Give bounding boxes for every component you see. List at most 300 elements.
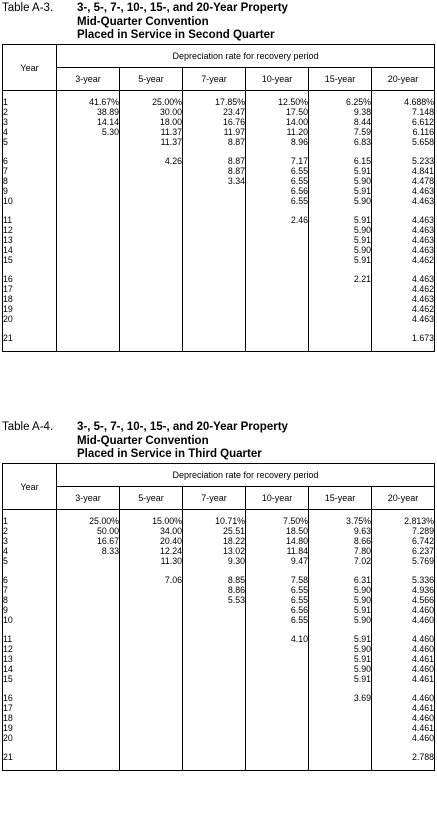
- rate-cell: [120, 197, 183, 207]
- rate-cell: 34.00: [120, 527, 183, 537]
- rate-cell: [183, 216, 246, 226]
- rate-cell: [57, 655, 120, 665]
- table-row: [3, 315, 435, 325]
- rate-cell: 4.463: [372, 216, 435, 226]
- rate-cell: 25.51: [183, 527, 246, 537]
- rate-cell: [57, 685, 120, 695]
- year-cell: 5: [3, 138, 57, 148]
- year-cell: 21: [3, 753, 57, 763]
- year-cell: 16: [3, 275, 57, 285]
- year-cell: [3, 567, 57, 577]
- rate-cell: [246, 694, 309, 704]
- rate-cell: 2.21: [309, 275, 372, 285]
- rate-cell: [246, 246, 309, 256]
- year-cell: 20: [3, 734, 57, 744]
- rate-cell: [183, 665, 246, 675]
- rate-span-header: Depreciation rate for recovery period: [57, 464, 435, 487]
- rate-cell: 4.460: [372, 734, 435, 744]
- rate-cell: 4.26: [120, 157, 183, 167]
- rate-cell: 5.90: [309, 616, 372, 626]
- year-cell: 19: [3, 724, 57, 734]
- rate-cell: [309, 734, 372, 744]
- rate-cell: [57, 744, 120, 754]
- table-number: Table A-4.: [2, 421, 54, 433]
- rate-cell: [183, 744, 246, 754]
- rate-cell: [57, 325, 120, 335]
- rate-cell: [120, 167, 183, 177]
- rate-cell: 8.96: [246, 138, 309, 148]
- rate-cell: 6.55: [246, 167, 309, 177]
- rate-cell: 11.84: [246, 547, 309, 557]
- rate-cell: [183, 763, 246, 771]
- rate-cell: 6.56: [246, 187, 309, 197]
- rate-cell: [57, 576, 120, 586]
- rate-cell: [57, 148, 120, 158]
- rate-cell: 14.14: [96, 116, 119, 127]
- rate-cell: [309, 344, 372, 352]
- rate-cell: [183, 675, 246, 685]
- rate-cell: [309, 724, 372, 734]
- table-row: [3, 295, 435, 305]
- rate-cell: [246, 275, 309, 285]
- rate-cell: [120, 694, 183, 704]
- rate-cell: [57, 596, 120, 606]
- rate-cell: [309, 315, 372, 325]
- rate-cell: [246, 685, 309, 695]
- rate-cell: 3.34: [183, 177, 246, 187]
- rate-cell: [57, 285, 120, 295]
- year-cell: 11: [3, 216, 57, 226]
- rate-cell: 4.463: [372, 275, 435, 285]
- rate-cell: [120, 753, 183, 763]
- rate-cell: 7.59: [309, 128, 372, 138]
- rate-cell: 3.75%: [309, 517, 372, 527]
- rate-cell: [183, 724, 246, 734]
- rate-cell: [372, 344, 435, 352]
- rate-cell: [246, 665, 309, 675]
- depreciation-table: [2, 463, 435, 771]
- rate-cell: 5.90: [309, 665, 372, 675]
- rate-cell: [57, 586, 120, 596]
- year-cell: 14: [3, 246, 57, 256]
- rate-cell: [57, 704, 120, 714]
- rate-cell: 8.44: [309, 118, 372, 128]
- year-cell: [3, 344, 57, 352]
- rate-cell: [183, 714, 246, 724]
- rate-cell: 16.76: [183, 118, 246, 128]
- rate-cell: 4.461: [372, 704, 435, 714]
- year-cell: 5: [3, 557, 57, 567]
- rate-cell: [120, 334, 183, 344]
- year-cell: 7: [3, 586, 57, 596]
- rate-cell: [246, 714, 309, 724]
- year-cell: [3, 763, 57, 771]
- rate-cell: 11.37: [120, 138, 183, 148]
- rate-cell: 17.85%: [183, 98, 246, 108]
- rate-cell: [57, 256, 120, 266]
- rate-cell: 4.460: [372, 616, 435, 626]
- year-cell: 18: [3, 714, 57, 724]
- year-cell: 2: [3, 108, 57, 118]
- column-header: 5-year: [120, 68, 183, 91]
- year-cell: 6: [3, 576, 57, 586]
- rate-cell: 38.89: [96, 106, 119, 117]
- rate-cell: 5.91: [309, 256, 372, 266]
- rate-cell: 3.69: [309, 694, 372, 704]
- table-row: [3, 256, 435, 266]
- rate-cell: [57, 694, 120, 704]
- year-cell: 2: [3, 527, 57, 537]
- table-row: [3, 753, 435, 763]
- rate-cell: 4.460: [372, 635, 435, 645]
- rate-cell: [57, 275, 120, 285]
- rate-cell: 8.86: [183, 586, 246, 596]
- rate-cell: 5.90: [309, 246, 372, 256]
- rate-cell: [120, 655, 183, 665]
- year-cell: 10: [3, 197, 57, 207]
- year-cell: 16: [3, 694, 57, 704]
- rate-cell: [183, 635, 246, 645]
- rate-cell: 15.00%: [120, 517, 183, 527]
- rate-cell: [246, 325, 309, 335]
- rate-cell: 14.80: [246, 537, 309, 547]
- rate-cell: [309, 763, 372, 771]
- table-number: Table A-3.: [2, 2, 54, 14]
- rate-cell: [120, 275, 183, 285]
- rate-cell: [57, 616, 120, 626]
- rate-cell: 5.91: [309, 187, 372, 197]
- rate-cell: 6.237: [372, 547, 435, 557]
- year-cell: 15: [3, 256, 57, 266]
- rate-cell: [246, 226, 309, 236]
- year-cell: 8: [3, 177, 57, 187]
- rate-cell: 4.460: [372, 665, 435, 675]
- rate-cell: 17.50: [246, 108, 309, 118]
- rate-cell: 4.463: [372, 236, 435, 246]
- rate-cell: [183, 226, 246, 236]
- table-row: [3, 197, 435, 207]
- title-line: Mid-Quarter Convention: [77, 434, 209, 447]
- rate-cell: 9.63: [309, 527, 372, 537]
- rate-cell: [183, 246, 246, 256]
- year-cell: 7: [3, 167, 57, 177]
- rate-cell: 6.55: [246, 197, 309, 207]
- year-cell: 8: [3, 596, 57, 606]
- year-cell: 20: [3, 315, 57, 325]
- year-cell: 12: [3, 645, 57, 655]
- rate-cell: [183, 285, 246, 295]
- rate-cell: 4.463: [372, 226, 435, 236]
- column-header: 20-year: [372, 487, 435, 510]
- rate-cell: [120, 763, 183, 771]
- rate-cell: [57, 734, 120, 744]
- rate-cell: [183, 295, 246, 305]
- table-a4-section: [2, 421, 435, 771]
- rate-cell: 7.17: [246, 157, 309, 167]
- rate-cell: 6.55: [246, 596, 309, 606]
- table-row: [3, 734, 435, 744]
- rate-cell: 5.769: [372, 557, 435, 567]
- rate-cell: [246, 734, 309, 744]
- rate-cell: 1.673: [372, 334, 435, 344]
- rate-cell: [120, 596, 183, 606]
- rate-cell: 5.90: [309, 586, 372, 596]
- rate-cell: [183, 655, 246, 665]
- rate-cell: 5.658: [372, 138, 435, 148]
- rate-cell: 4.461: [372, 675, 435, 685]
- rate-cell: 41.67%: [89, 97, 119, 107]
- rate-cell: [57, 724, 120, 734]
- rate-cell: 8.87: [183, 167, 246, 177]
- rate-cell: [57, 216, 120, 226]
- rate-cell: [57, 305, 120, 315]
- rate-cell: [57, 266, 120, 276]
- year-cell: 4: [3, 128, 57, 138]
- rate-cell: [246, 704, 309, 714]
- rate-cell: [120, 704, 183, 714]
- rate-cell: 6.55: [246, 616, 309, 626]
- rate-cell: [57, 675, 120, 685]
- rate-cell: [246, 305, 309, 315]
- rate-cell: 5.91: [309, 606, 372, 616]
- rate-cell: [57, 665, 120, 675]
- rate-cell: 4.463: [372, 315, 435, 325]
- year-cell: 13: [3, 655, 57, 665]
- rate-cell: 13.02: [183, 547, 246, 557]
- column-header: 3-year: [57, 68, 120, 91]
- rate-cell: [183, 325, 246, 335]
- rate-cell: [120, 305, 183, 315]
- rate-cell: 4.10: [246, 635, 309, 645]
- rate-cell: [183, 266, 246, 276]
- rate-cell: [57, 763, 120, 771]
- rate-cell: 8.33: [101, 545, 119, 556]
- rate-cell: [183, 616, 246, 626]
- rate-cell: [57, 177, 120, 187]
- year-cell: 9: [3, 187, 57, 197]
- year-header: Year: [3, 45, 57, 91]
- rate-cell: 5.91: [309, 675, 372, 685]
- rate-cell: 12.50%: [246, 98, 309, 108]
- rate-cell: 4.460: [372, 606, 435, 616]
- rate-cell: 6.55: [246, 177, 309, 187]
- rate-cell: [120, 266, 183, 276]
- rate-cell: 16.67: [96, 535, 119, 546]
- rate-cell: [120, 675, 183, 685]
- year-cell: [3, 148, 57, 158]
- table-a3-section: [2, 2, 435, 352]
- rate-cell: 4.460: [372, 694, 435, 704]
- rate-cell: [120, 665, 183, 675]
- rate-cell: [246, 675, 309, 685]
- table-row: [3, 325, 435, 335]
- rate-cell: 6.31: [309, 576, 372, 586]
- rate-cell: [246, 256, 309, 266]
- rate-cell: 7.80: [309, 547, 372, 557]
- rate-cell: 4.462: [372, 285, 435, 295]
- rate-cell: [57, 344, 120, 352]
- rate-cell: [57, 557, 120, 567]
- rate-cell: [183, 645, 246, 655]
- rate-cell: 8.87: [183, 138, 246, 148]
- rate-cell: 7.148: [372, 108, 435, 118]
- rate-cell: [57, 167, 120, 177]
- rate-cell: 50.00: [96, 525, 119, 536]
- year-cell: 13: [3, 236, 57, 246]
- rate-cell: [120, 325, 183, 335]
- rate-cell: 6.612: [372, 118, 435, 128]
- rate-cell: 8.66: [309, 537, 372, 547]
- rate-cell: [183, 275, 246, 285]
- rate-cell: [309, 334, 372, 344]
- rate-cell: 30.00: [120, 108, 183, 118]
- rate-cell: [57, 753, 120, 763]
- rate-cell: [57, 606, 120, 616]
- depreciation-table: [2, 44, 435, 352]
- column-header: 20-year: [372, 68, 435, 91]
- rate-cell: [57, 334, 120, 344]
- rate-cell: [120, 295, 183, 305]
- rate-cell: 4.463: [372, 246, 435, 256]
- rate-cell: [183, 187, 246, 197]
- rate-cell: 25.00%: [89, 516, 119, 526]
- rate-cell: [246, 655, 309, 665]
- rate-cell: 5.30: [101, 126, 119, 137]
- rate-cell: [183, 334, 246, 344]
- rate-cell: 18.22: [183, 537, 246, 547]
- rate-cell: 5.90: [309, 177, 372, 187]
- rate-cell: 5.90: [309, 645, 372, 655]
- rate-cell: [57, 187, 120, 197]
- rate-cell: [246, 236, 309, 246]
- table-row: [3, 138, 435, 148]
- rate-cell: 5.90: [309, 596, 372, 606]
- rate-cell: 25.00%: [120, 98, 183, 108]
- rate-cell: [183, 315, 246, 325]
- table-row: [3, 744, 435, 754]
- table-row: [3, 557, 435, 567]
- year-cell: 21: [3, 334, 57, 344]
- rate-cell: [246, 334, 309, 344]
- rate-cell: [309, 285, 372, 295]
- rate-cell: [246, 295, 309, 305]
- rate-cell: [183, 606, 246, 616]
- rate-cell: 5.91: [309, 635, 372, 645]
- rate-cell: [120, 724, 183, 734]
- rate-cell: [309, 744, 372, 754]
- rate-cell: 4.460: [372, 645, 435, 655]
- rate-cell: 8.85: [183, 576, 246, 586]
- year-cell: 3: [3, 537, 57, 547]
- rate-cell: [120, 714, 183, 724]
- year-header: Year: [3, 464, 57, 510]
- rate-cell: 6.742: [372, 537, 435, 547]
- rate-cell: 12.24: [120, 547, 183, 557]
- rate-cell: 5.336: [372, 576, 435, 586]
- table-row: [3, 344, 435, 352]
- rate-cell: [183, 197, 246, 207]
- rate-cell: 14.00: [246, 118, 309, 128]
- column-header: 10-year: [246, 68, 309, 91]
- rate-cell: [120, 635, 183, 645]
- rate-cell: 4.461: [372, 655, 435, 665]
- rate-cell: 5.233: [372, 157, 435, 167]
- rate-cell: 7.58: [246, 576, 309, 586]
- rate-cell: [120, 586, 183, 596]
- rate-cell: 9.30: [183, 557, 246, 567]
- rate-cell: [120, 734, 183, 744]
- rate-cell: 18.00: [120, 118, 183, 128]
- rate-cell: 4.461: [372, 724, 435, 734]
- rate-cell: 6.56: [246, 606, 309, 616]
- column-header: 15-year: [309, 487, 372, 510]
- year-cell: [3, 91, 57, 99]
- rate-cell: 7.50%: [246, 517, 309, 527]
- rate-cell: 7.06: [120, 576, 183, 586]
- rate-cell: 4.463: [372, 197, 435, 207]
- rate-cell: [183, 734, 246, 744]
- rate-cell: [120, 645, 183, 655]
- year-cell: 17: [3, 285, 57, 295]
- rate-cell: [246, 315, 309, 325]
- rate-cell: 4.478: [372, 177, 435, 187]
- column-header: 15-year: [309, 68, 372, 91]
- rate-cell: [246, 285, 309, 295]
- rate-cell: [309, 325, 372, 335]
- rate-cell: [57, 635, 120, 645]
- rate-cell: [183, 704, 246, 714]
- table-row: [3, 275, 435, 285]
- rate-cell: 20.40: [120, 537, 183, 547]
- rate-cell: [246, 645, 309, 655]
- rate-cell: 4.936: [372, 586, 435, 596]
- rate-cell: 4.462: [372, 305, 435, 315]
- rate-cell: 11.30: [120, 557, 183, 567]
- rate-cell: [57, 315, 120, 325]
- rate-cell: [309, 305, 372, 315]
- rate-cell: [183, 305, 246, 315]
- rate-cell: 9.38: [309, 108, 372, 118]
- rate-cell: 5.91: [309, 216, 372, 226]
- rate-cell: [120, 315, 183, 325]
- rate-cell: [57, 197, 120, 207]
- rate-cell: 4.688%: [372, 98, 435, 108]
- title-line: Placed in Service in Second Quarter: [77, 29, 275, 41]
- rate-cell: [120, 626, 183, 636]
- rate-cell: 6.25%: [309, 98, 372, 108]
- rate-cell: [57, 157, 120, 167]
- rate-cell: [183, 753, 246, 763]
- rate-cell: 4.463: [372, 187, 435, 197]
- rate-cell: 4.566: [372, 596, 435, 606]
- title-line: Mid-Quarter Convention: [77, 15, 209, 28]
- title-line: Placed in Service in Third Quarter: [77, 448, 262, 460]
- table-title: [77, 421, 288, 462]
- year-cell: 1: [3, 98, 57, 108]
- rate-cell: 5.91: [309, 655, 372, 665]
- rate-cell: 7.02: [309, 557, 372, 567]
- table-header: [2, 421, 435, 463]
- rate-cell: 8.87: [183, 157, 246, 167]
- column-header: 5-year: [120, 487, 183, 510]
- rate-cell: [309, 714, 372, 724]
- rate-cell: 5.90: [309, 197, 372, 207]
- year-cell: 4: [3, 547, 57, 557]
- year-cell: 17: [3, 704, 57, 714]
- rate-cell: 5.91: [309, 236, 372, 246]
- rate-cell: 4.462: [372, 256, 435, 266]
- rate-cell: 6.55: [246, 586, 309, 596]
